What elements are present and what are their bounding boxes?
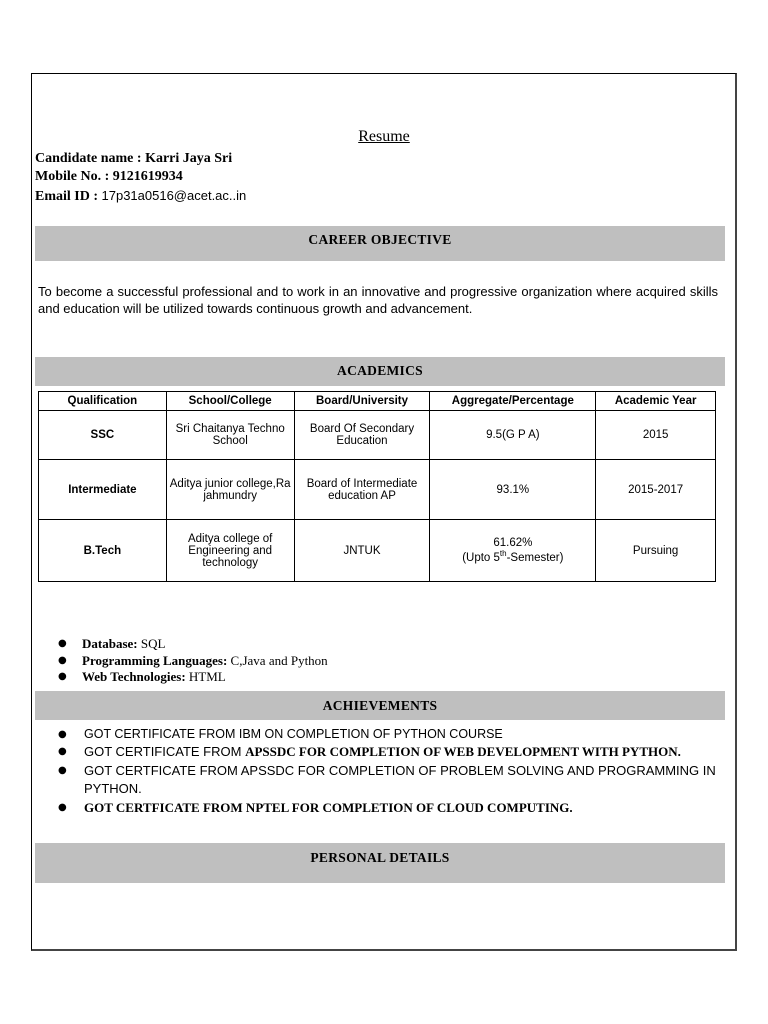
achievement-text: GOT CERTIFICATE FROM [84, 744, 246, 759]
candidate-name-label: Candidate name : [35, 151, 142, 166]
mobile-line [35, 168, 183, 186]
table-cell: B.Tech [39, 520, 167, 582]
table-cell: SSC [39, 411, 167, 460]
table-row [39, 460, 716, 520]
email-label: Email ID : [35, 189, 98, 204]
table-header-row [39, 392, 716, 411]
skill-value: SQL [140, 636, 166, 651]
table-cell: Sri Chaitanya Techno School [166, 411, 294, 460]
list-item [58, 799, 718, 818]
list-item [58, 743, 718, 762]
list-item [58, 762, 718, 799]
section-personal-details: PERSONAL DETAILS [35, 843, 725, 883]
table-header: Qualification [39, 392, 167, 411]
btech-note-sup: th [499, 549, 507, 559]
achievement-bold-text: GOT CERTFICATE FROM NPTEL FOR COMPLETION OF CLOUD COMPUTING. [84, 799, 573, 815]
table-header: Academic Year [596, 392, 716, 411]
table-cell: Aditya junior college,Rajahmundry [166, 460, 294, 520]
skill-label: Programming Languages: [82, 652, 228, 668]
table-cell: Aditya college of Engineering and technology [166, 520, 294, 582]
table-row [39, 411, 716, 460]
table-header: Board/University [294, 392, 430, 411]
achievements-list [58, 726, 718, 817]
bullet-icon: ● [58, 729, 67, 740]
table-header: School/College [166, 392, 294, 411]
objective-text: To become a successful professional and to work in an innovative and progressive organization where acquired skills and education will be utilized towards continuous growth and advancement. [38, 284, 718, 316]
table-row [39, 520, 716, 582]
skill-value: C,Java and Python [230, 652, 328, 668]
table-cell: 9.5(G P A) [430, 411, 596, 460]
resume-title: Resume [358, 128, 410, 145]
section-achievements: ACHIEVEMENTS [35, 691, 725, 720]
bullet-icon: ● [58, 746, 67, 757]
table-cell: Board of Intermediate education AP [294, 460, 430, 520]
table-cell: Pursuing [596, 520, 716, 582]
list-item [58, 653, 328, 670]
list-item [58, 636, 328, 653]
list-item [58, 669, 328, 686]
btech-note-post: -Semester) [506, 551, 564, 564]
bullet-icon: ● [58, 671, 67, 682]
mobile-label: Mobile No. : [35, 169, 110, 184]
table-cell: 2015 [596, 411, 716, 460]
table-cell: Board Of Secondary Education [294, 411, 430, 460]
candidate-name-line [35, 150, 232, 168]
academics-table [38, 391, 716, 582]
table-cell: 2015-2017 [596, 460, 716, 520]
candidate-name-value: Karri Jaya Sri [145, 151, 233, 166]
list-item [58, 726, 718, 743]
email-value: 17p31a0516@acet.ac..in [101, 188, 247, 203]
section-academics: ACADEMICS [35, 357, 725, 386]
achievement-text: GOT CERTFICATE FROM APSSDC FOR COMPLETION OF PROBLEM SOLVING AND PROGRAMMING IN PYTHON. [84, 762, 716, 796]
table-cell: 93.1% [430, 460, 596, 520]
table-cell [430, 520, 596, 582]
btech-note-pre: (Upto 5 [462, 551, 500, 564]
skill-label: Web Technologies: [82, 669, 186, 684]
table-cell: JNTUK [294, 520, 430, 582]
mobile-value: 9121619934 [112, 169, 183, 184]
achievement-text: GOT CERTIFICATE FROM IBM ON COMPLETION OF PYTHON COURSE [84, 727, 503, 741]
btech-percentage: 61.62% [493, 537, 533, 550]
skill-value: HTML [188, 669, 226, 684]
table-cell: Intermediate [39, 460, 167, 520]
achievement-bold-text: APSSDC FOR COMPLETION OF WEB DEVELOPMENT WITH PYTHON. [245, 744, 681, 759]
bullet-icon: ● [58, 764, 67, 776]
skills-list [58, 636, 328, 686]
section-career-objective: CAREER OBJECTIVE [35, 226, 725, 261]
bullet-icon: ● [58, 654, 67, 666]
table-header: Aggregate/Percentage [430, 392, 596, 411]
email-line [35, 187, 246, 206]
bullet-icon: ● [58, 801, 67, 813]
skill-label: Database: [82, 636, 138, 651]
bullet-icon: ● [58, 638, 67, 649]
btech-semester-note [433, 549, 592, 564]
